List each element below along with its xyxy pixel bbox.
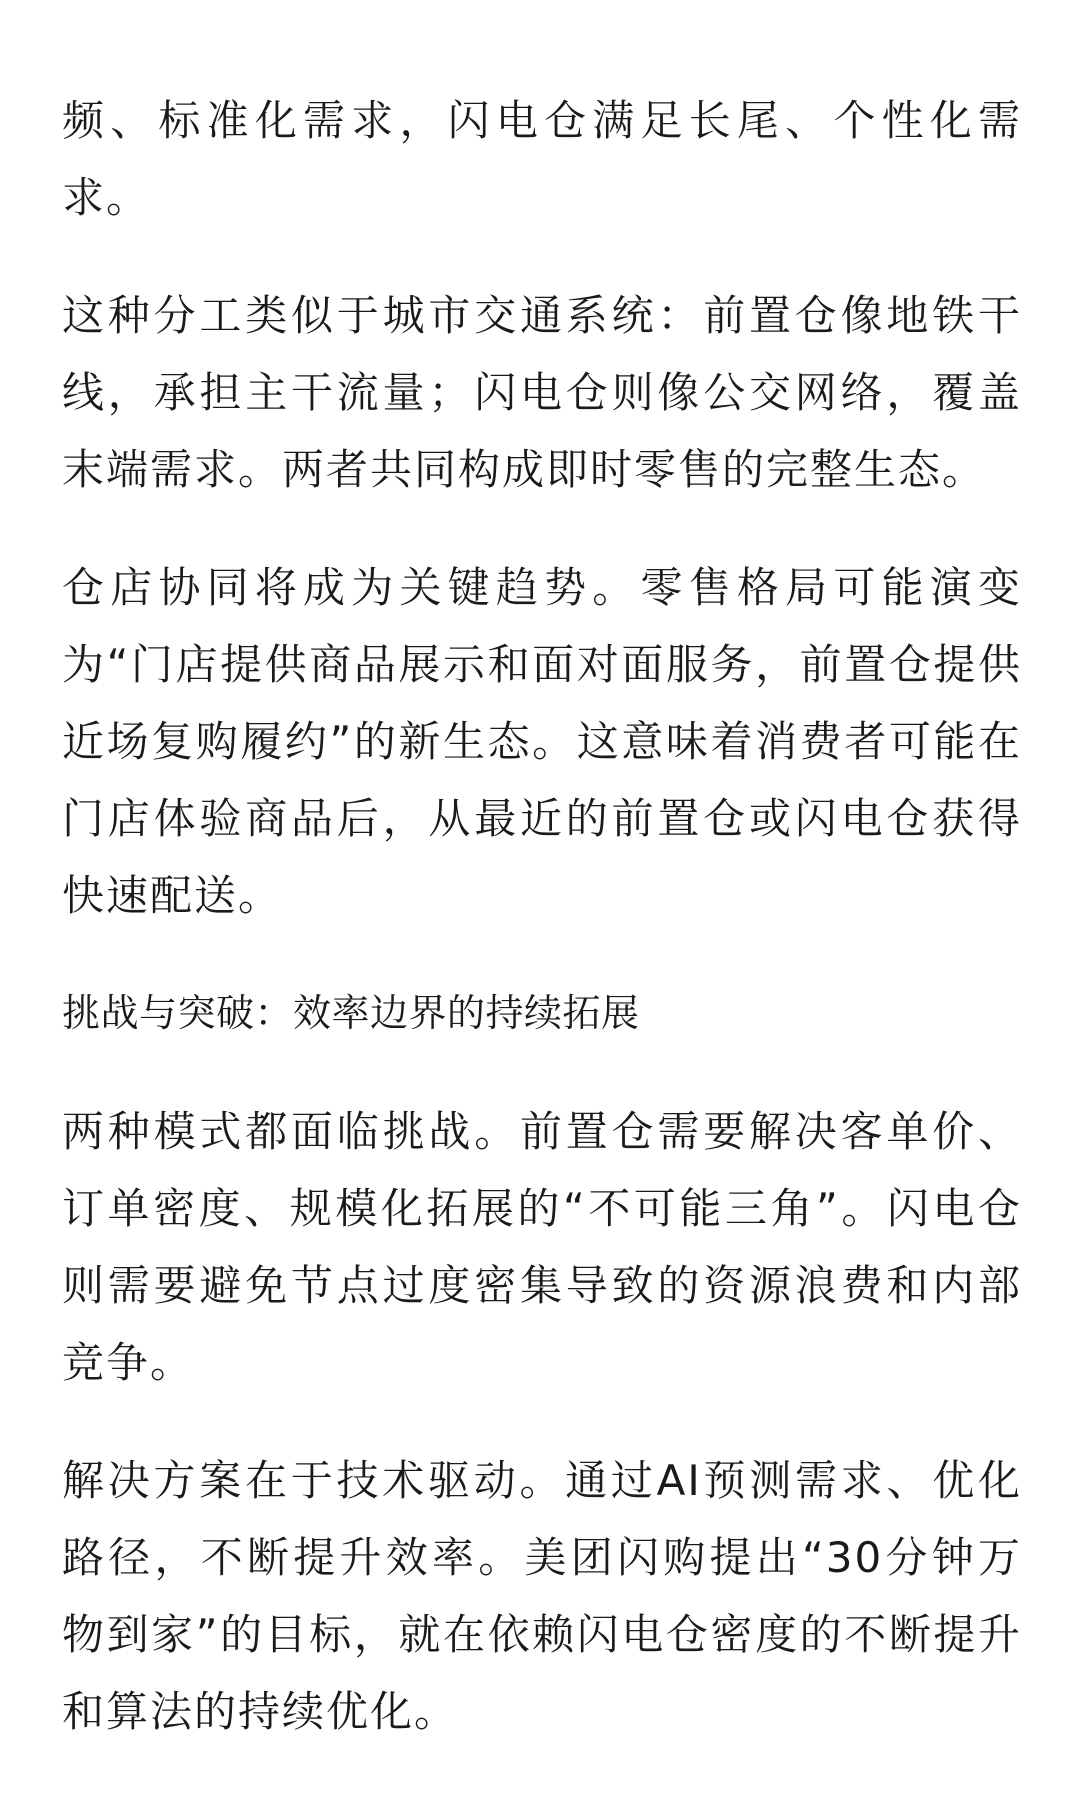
paragraph-challenges: 两种模式都面临挑战。前置仓需要解决客单价、订单密度、规模化拓展的“不可能三角”。闪电仓则需要避免节点过度密集导致的资源浪费和内部竞争。	[62, 1107, 1022, 1387]
paragraph-solutions: 解决方案在于技术驱动。通过AI预测需求、优化路径，不断提升效率。美团闪购提出“30分钟万物到家”的目标，就在依赖闪电仓密度的不断提升和算法的持续优化。	[62, 1456, 1022, 1736]
section-heading: 挑战与突破：效率边界的持续拓展	[62, 991, 640, 1035]
paragraph-store-warehouse-synergy: 仓店协同将成为关键趋势。零售格局可能演变为“门店提供商品展示和面对面服务，前置仓提供近场复购履约”的新生态。这意味着消费者可能在门店体验商品后，从最近的前置仓或闪电仓获得快速配送。	[62, 563, 1022, 920]
paragraph-intro-continuation: 频、标准化需求，闪电仓满足长尾、个性化需求。	[62, 96, 1022, 222]
paragraph-traffic-analogy: 这种分工类似于城市交通系统：前置仓像地铁干线，承担主干流量；闪电仓则像公交网络，覆盖末端需求。两者共同构成即时零售的完整生态。	[62, 291, 1022, 494]
article-body	[62, 82, 1022, 1791]
